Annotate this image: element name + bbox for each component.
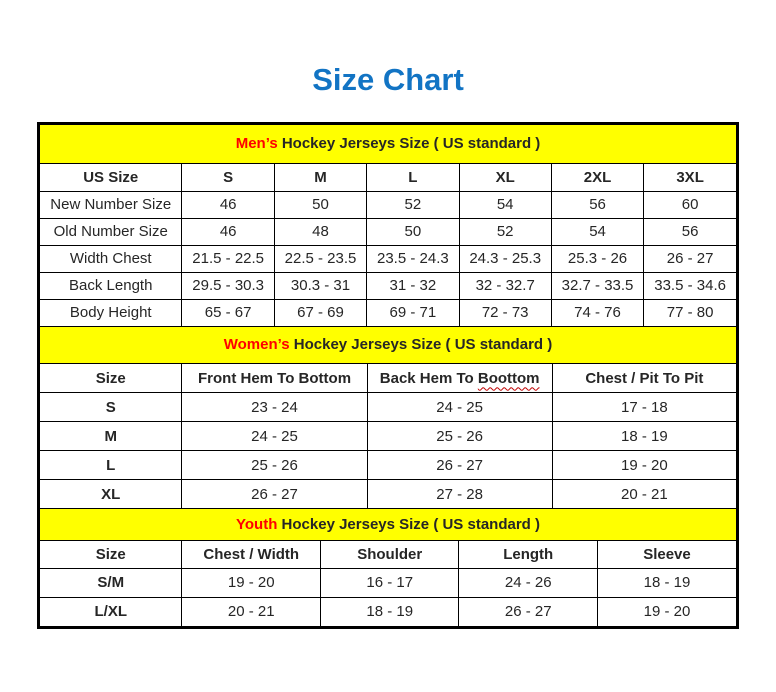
youth-size-table	[40, 509, 736, 626]
youth-band-row	[40, 509, 736, 540]
youth-col-chest-width: Chest / Width	[182, 540, 321, 568]
table-row	[40, 451, 736, 480]
row-label: S/M	[40, 568, 182, 597]
table-row	[40, 245, 736, 272]
size-chart-table	[37, 122, 739, 629]
youth-section-header	[40, 509, 736, 540]
cell: 18 - 19	[320, 597, 459, 626]
cell: 21.5 - 22.5	[182, 245, 274, 272]
cell: 22.5 - 23.5	[274, 245, 366, 272]
cell: 52	[367, 191, 459, 218]
cell: 56	[551, 191, 643, 218]
cell: 25 - 26	[182, 451, 367, 480]
cell: 26 - 27	[459, 597, 598, 626]
page-title: Size Chart	[312, 62, 464, 97]
cell: 26 - 27	[182, 480, 367, 509]
cell: 50	[274, 191, 366, 218]
table-row	[40, 299, 736, 326]
table-row	[40, 218, 736, 245]
row-label: Back Length	[40, 272, 182, 299]
cell: 54	[459, 191, 551, 218]
cell: 31 - 32	[367, 272, 459, 299]
cell: 72 - 73	[459, 299, 551, 326]
cell: 19 - 20	[182, 568, 321, 597]
row-label: Old Number Size	[40, 218, 182, 245]
cell: 29.5 - 30.3	[182, 272, 274, 299]
youth-header-row	[40, 540, 736, 568]
table-row	[40, 480, 736, 509]
table-row	[40, 191, 736, 218]
mens-col-2xl: 2XL	[551, 163, 643, 191]
cell: 74 - 76	[551, 299, 643, 326]
youth-label-accent: Youth	[236, 515, 278, 533]
cell: 50	[367, 218, 459, 245]
mens-col-us-size: US Size	[40, 163, 182, 191]
cell: 25.3 - 26	[551, 245, 643, 272]
cell: 48	[274, 218, 366, 245]
cell: 24 - 25	[367, 393, 552, 422]
row-label: XL	[40, 480, 182, 509]
womens-col-size: Size	[40, 364, 182, 393]
mens-col-m: M	[274, 163, 366, 191]
misspelled-word: Boottom	[477, 369, 540, 387]
cell: 24 - 25	[182, 422, 367, 451]
youth-col-sleeve: Sleeve	[597, 540, 736, 568]
cell: 20 - 21	[182, 597, 321, 626]
womens-label-rest: Hockey Jerseys Size ( US standard )	[289, 336, 553, 354]
cell: 17 - 18	[552, 393, 736, 422]
row-label: L/XL	[40, 597, 182, 626]
row-label: Body Height	[40, 299, 182, 326]
mens-label-rest: Hockey Jerseys Size ( US standard )	[277, 135, 541, 153]
mens-col-s: S	[182, 163, 274, 191]
row-label: L	[40, 451, 182, 480]
mens-section-header	[40, 125, 736, 163]
cell: 32.7 - 33.5	[551, 272, 643, 299]
back-hem-prefix: Back Hem To	[379, 369, 478, 387]
row-label: Width Chest	[40, 245, 182, 272]
row-label: New Number Size	[40, 191, 182, 218]
row-label: M	[40, 422, 182, 451]
cell: 18 - 19	[597, 568, 736, 597]
cell: 24.3 - 25.3	[459, 245, 551, 272]
youth-col-shoulder: Shoulder	[320, 540, 459, 568]
womens-section-header	[40, 327, 736, 364]
womens-size-table	[40, 327, 736, 510]
womens-col-back-hem	[367, 364, 552, 393]
cell: 77 - 80	[644, 299, 736, 326]
cell: 19 - 20	[552, 451, 736, 480]
cell: 46	[182, 191, 274, 218]
cell: 30.3 - 31	[274, 272, 366, 299]
mens-col-l: L	[367, 163, 459, 191]
cell: 23.5 - 24.3	[367, 245, 459, 272]
youth-label-rest: Hockey Jerseys Size ( US standard )	[277, 515, 540, 533]
row-label: S	[40, 393, 182, 422]
cell: 46	[182, 218, 274, 245]
mens-band-row	[40, 125, 736, 163]
womens-band-row	[40, 327, 736, 364]
mens-label-accent: Men’s	[235, 135, 278, 153]
cell: 25 - 26	[367, 422, 552, 451]
table-row	[40, 568, 736, 597]
cell: 26 - 27	[367, 451, 552, 480]
table-row	[40, 422, 736, 451]
cell: 23 - 24	[182, 393, 367, 422]
mens-header-row	[40, 163, 736, 191]
womens-col-front-hem: Front Hem To Bottom	[182, 364, 367, 393]
cell: 20 - 21	[552, 480, 736, 509]
table-row	[40, 393, 736, 422]
cell: 56	[644, 218, 736, 245]
cell: 18 - 19	[552, 422, 736, 451]
womens-header-row	[40, 364, 736, 393]
cell: 26 - 27	[644, 245, 736, 272]
cell: 65 - 67	[182, 299, 274, 326]
cell: 60	[644, 191, 736, 218]
mens-size-table	[40, 125, 736, 327]
youth-col-length: Length	[459, 540, 598, 568]
mens-col-xl: XL	[459, 163, 551, 191]
cell: 67 - 69	[274, 299, 366, 326]
cell: 19 - 20	[597, 597, 736, 626]
youth-col-size: Size	[40, 540, 182, 568]
womens-label-accent: Women’s	[223, 336, 290, 354]
cell: 33.5 - 34.6	[644, 272, 736, 299]
cell: 24 - 26	[459, 568, 598, 597]
table-row	[40, 597, 736, 626]
cell: 52	[459, 218, 551, 245]
cell: 32 - 32.7	[459, 272, 551, 299]
cell: 16 - 17	[320, 568, 459, 597]
cell: 27 - 28	[367, 480, 552, 509]
mens-col-3xl: 3XL	[644, 163, 736, 191]
womens-col-chest: Chest / Pit To Pit	[552, 364, 736, 393]
table-row	[40, 272, 736, 299]
cell: 69 - 71	[367, 299, 459, 326]
cell: 54	[551, 218, 643, 245]
